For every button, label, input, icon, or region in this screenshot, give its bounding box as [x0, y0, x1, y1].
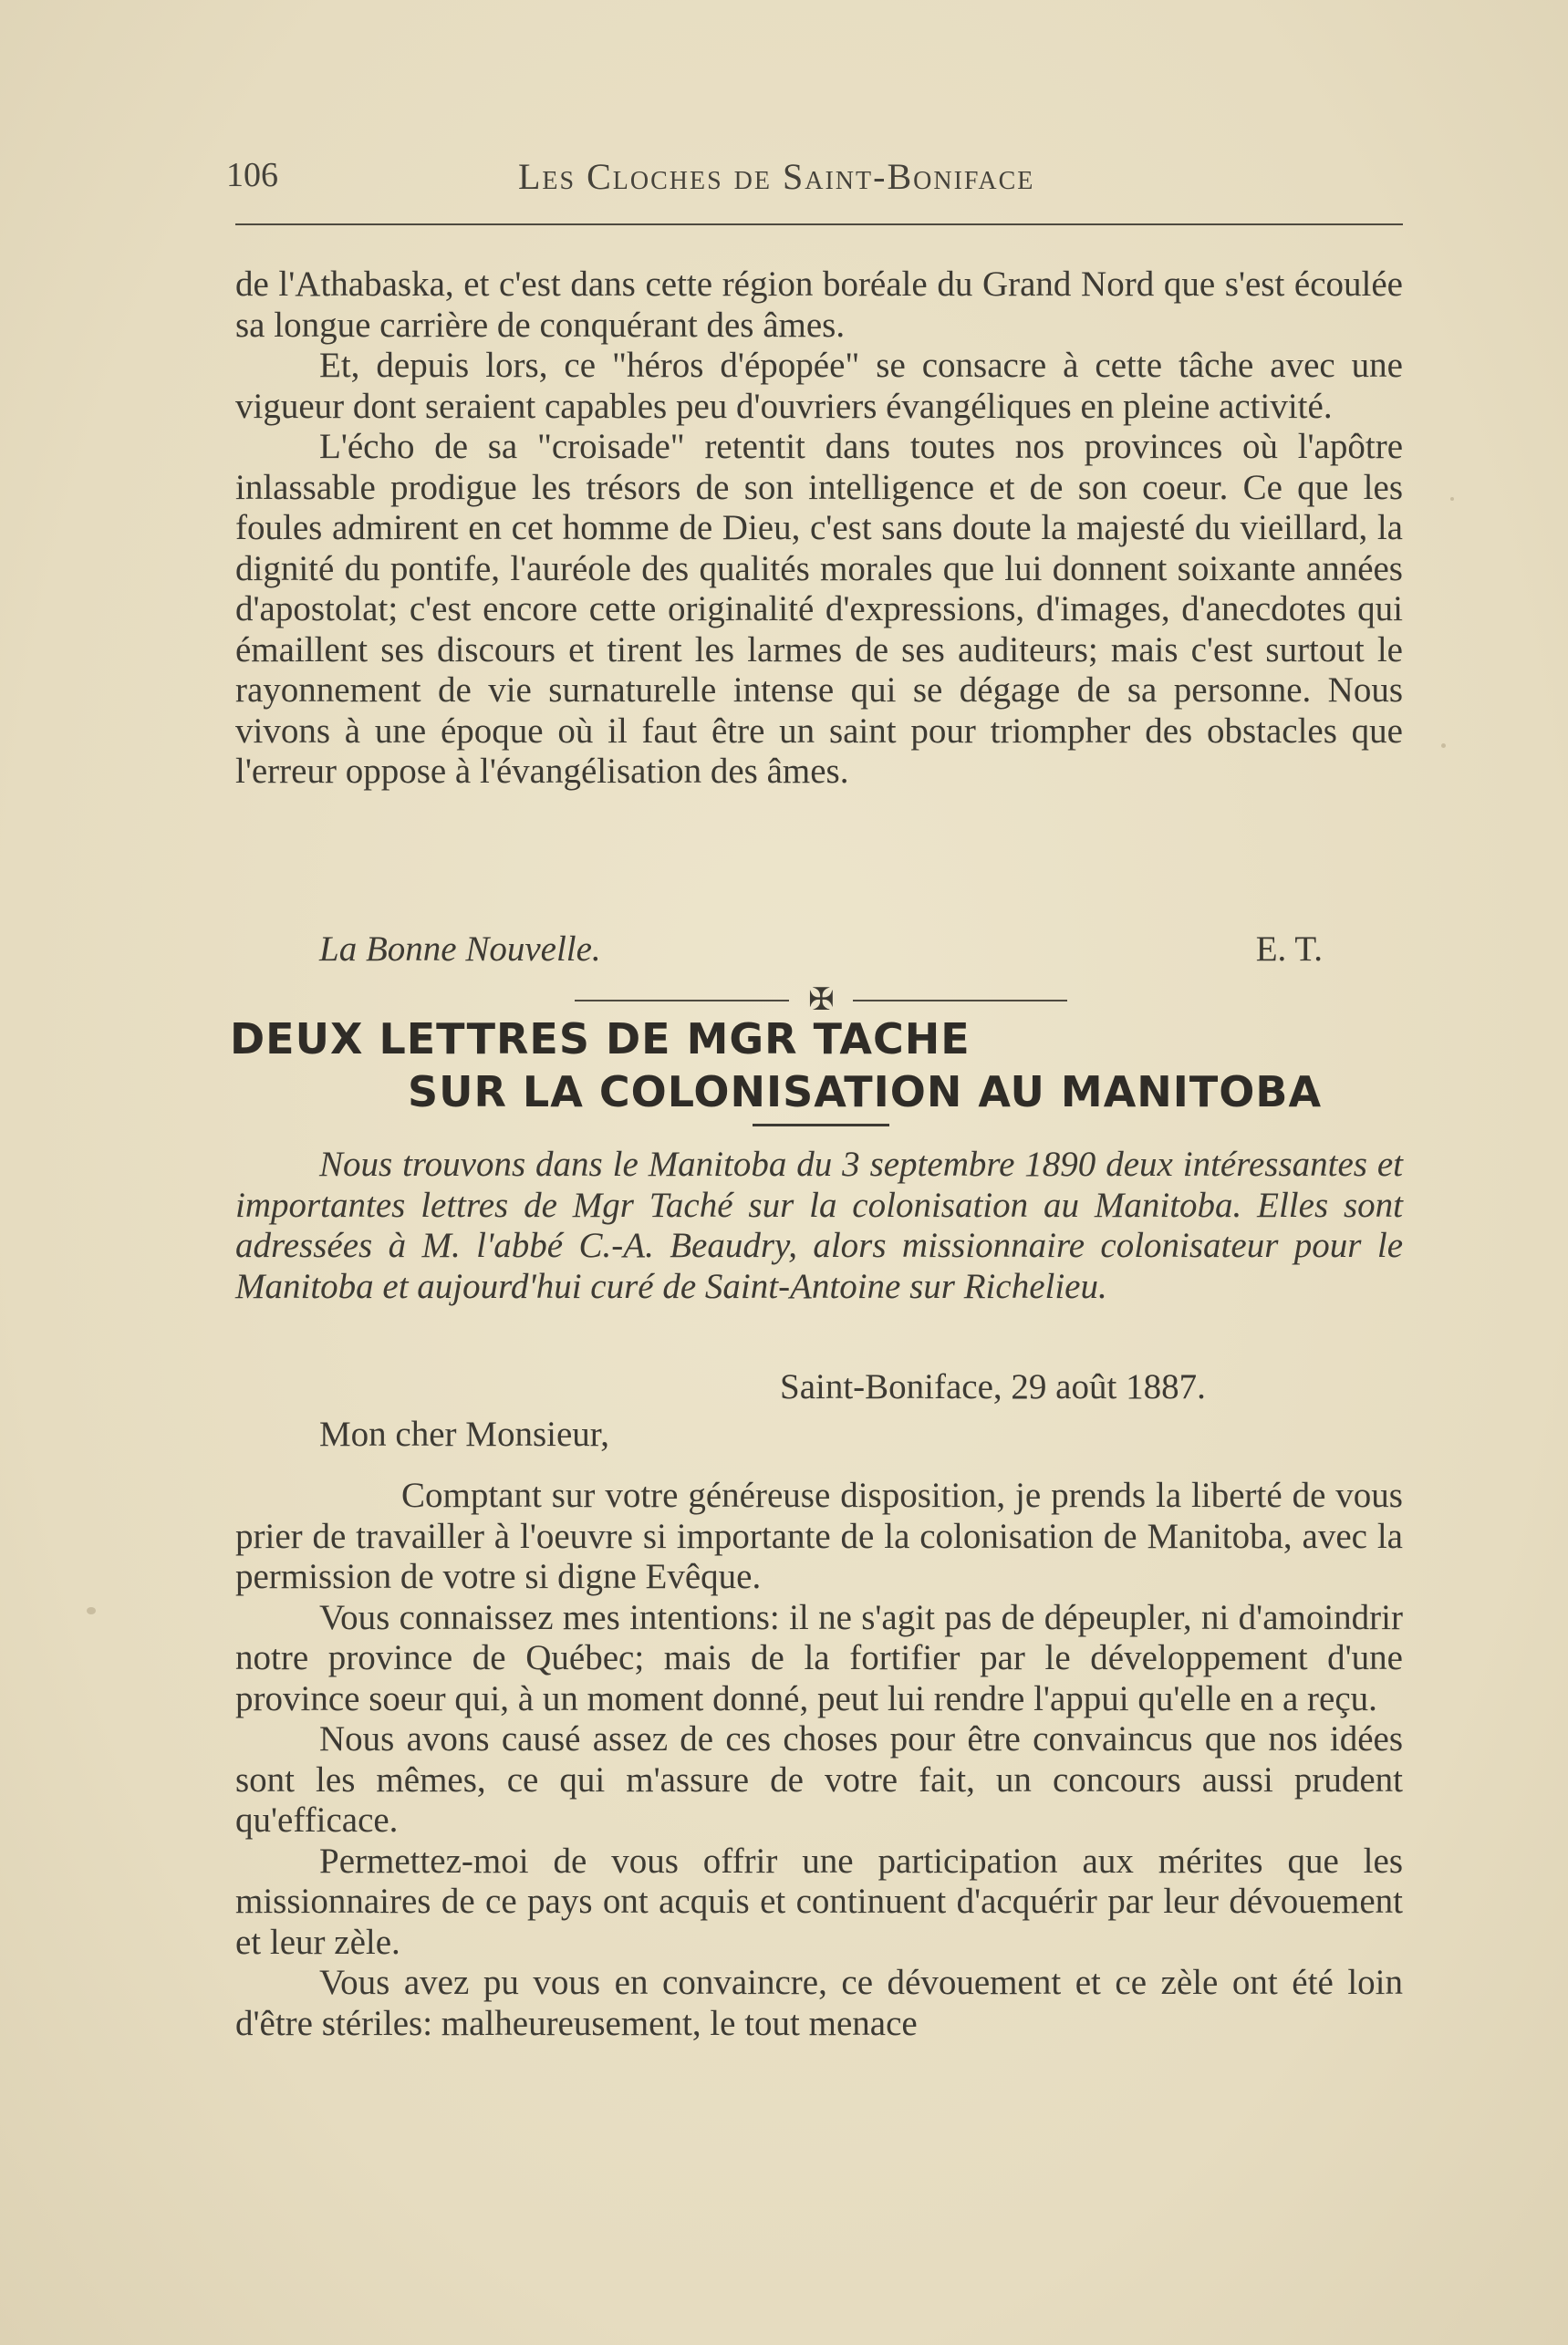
letter-salutation: Mon cher Monsieur,: [319, 1415, 609, 1454]
article2-intro-block: [235, 1145, 1403, 1307]
paper-speck: [1441, 743, 1446, 748]
title-rule: [753, 1124, 889, 1126]
article1-paragraph-2: Et, depuis lors, ce "héros d'épopée" se consacre à cette tâche avec une vigueur dont seraient capables peu d'ouvriers évangéliques en pleine activité.: [235, 346, 1403, 426]
cross-icon: ✠: [808, 981, 835, 1018]
article1-paragraph-1: de l'Athabaska, et c'est dans cette région boréale du Grand Nord que s'est écoulée sa longue carrière de conquérant des âmes.: [235, 265, 1403, 345]
divider-line-right: [853, 1000, 1067, 1001]
running-title: Les Cloches de Saint-Boniface: [518, 156, 1035, 197]
article1-paragraph-3: L'écho de sa "croisade" retentit dans toutes nos provinces où l'apôtre inlassable prodigue les trésors de son intelligence et de son coeur. Ce que les foules admirent en cet homme de Dieu, c'est sans doute la majesté du vieillard, la dignité du pontife, l'auréole des qualités morales que lui donnent soixante années d'apostolat; c'est encore cette originalité d'expressions, d'images, d'anecdotes qui émaillent ses discours et tirent les larmes de ses auditeurs; mais c'est surtout le rayonnement de vie surnaturelle intense qui se dégage de sa personne. Nous vivons à une époque où il faut être un saint pour triompher des obstacles que l'erreur oppose à l'évangélisation des âmes.: [235, 427, 1403, 791]
paper-speck: [87, 1607, 96, 1614]
letter-paragraph-1: Comptant sur votre généreuse disposition, je prends la liberté de vous prier de travailler à l'oeuvre si importante de la colonisation de Manitoba, avec la permission de votre si digne Evêque.: [235, 1476, 1403, 1596]
paper-speck: [1450, 497, 1454, 501]
article2-title: [230, 1012, 1407, 1118]
article2-intro: Nous trouvons dans le Manitoba du 3 septembre 1890 deux intéressantes et importantes lettres de Mgr Taché sur la colonisation au Manitoba. Elles sont adressées à M. l'abbé C.-A. Beaudry, alors missionnaire colonisateur pour le Manitoba et aujourd'hui curé de Saint-Antoine sur Richelieu.: [235, 1145, 1403, 1306]
divider-line-left: [575, 1000, 789, 1001]
article1-body: [235, 265, 1403, 793]
letter-paragraph-2: Vous connaissez mes intentions: il ne s'agit pas de dépeupler, ni d'amoindrir notre province de Québec; mais de la fortifier par le développement d'une province soeur qui, à un moment donné, peut lui rendre l'appui qu'elle en a reçu.: [235, 1597, 1403, 1718]
article2-title-line-1: DEUX LETTRES DE MGR TACHE: [230, 1014, 971, 1064]
page-header: [226, 146, 1403, 201]
page-number: 106: [226, 156, 278, 194]
letter-dateline: Saint-Boniface, 29 août 1887.: [780, 1367, 1206, 1406]
author-initials: E. T.: [1255, 929, 1323, 969]
header-rule: [235, 223, 1403, 225]
letter-paragraph-3: Nous avons causé assez de ces choses pour être convaincus que nos idées sont les mêmes, ce qui m'assure de votre fait, un concours aussi prudent qu'efficace.: [235, 1719, 1403, 1840]
article1-signature: [319, 929, 1323, 974]
article2-title-line-2: SUR LA COLONISATION AU MANITOBA: [408, 1067, 1323, 1116]
letter-paragraph-5: Vous avez pu vous en convaincre, ce dévouement et ce zèle ont été loin d'être stériles: malheureusement, le tout menace: [235, 1963, 1403, 2043]
source-name: La Bonne Nouvelle.: [319, 929, 601, 969]
section-divider: [575, 981, 1067, 1018]
letter-paragraph-4: Permettez-moi de vous offrir une participation aux mérites que les missionnaires de ce pays ont acquis et continuent d'acquérir par leur dévouement et leur zèle.: [235, 1841, 1403, 1962]
letter-body: [235, 1476, 1403, 2044]
